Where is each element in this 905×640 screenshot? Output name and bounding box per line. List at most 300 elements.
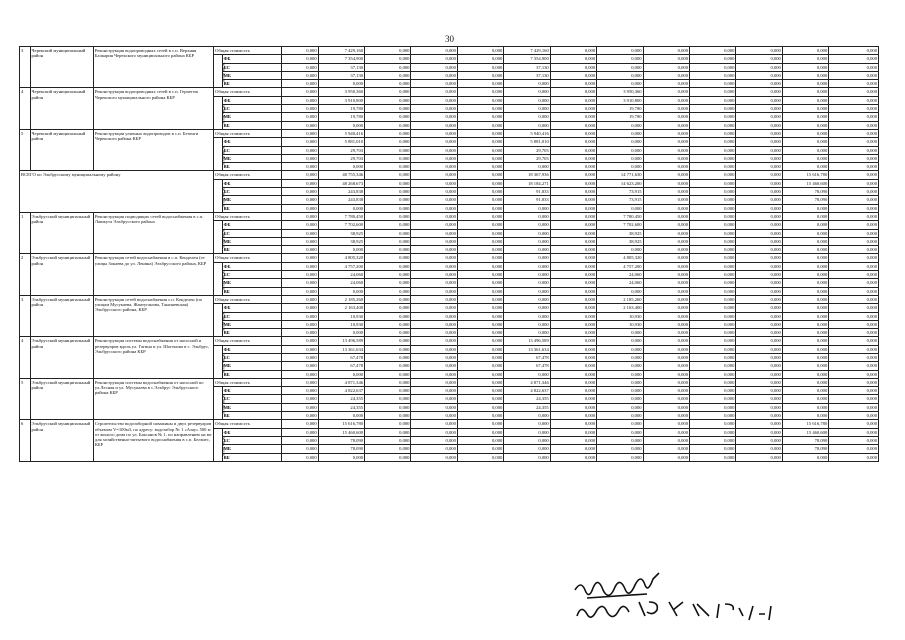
value-cell: 0,000 bbox=[411, 428, 457, 436]
value-cell: 0,000 bbox=[736, 105, 782, 113]
value-cell: 0,000 bbox=[690, 312, 736, 320]
value-cell: 0,000 bbox=[597, 121, 643, 129]
value-cell: 0,000 bbox=[504, 212, 550, 220]
value-cell: 0,000 bbox=[736, 395, 782, 403]
value-cell: 78,090 bbox=[782, 436, 828, 444]
value-cell: 0,000 bbox=[318, 246, 364, 254]
value-cell: 18 184,271 bbox=[504, 179, 550, 187]
value-cell: 0,000 bbox=[690, 304, 736, 312]
value-cell: 0,000 bbox=[690, 436, 736, 444]
value-cell: 0,000 bbox=[597, 428, 643, 436]
value-cell: 0,000 bbox=[281, 47, 318, 55]
value-cell: 0,000 bbox=[643, 329, 689, 337]
value-cell: 0,000 bbox=[411, 96, 457, 104]
value-cell: 0,000 bbox=[411, 445, 457, 453]
value-cell: 0,000 bbox=[365, 80, 411, 88]
district-name: Черекский муниципальный район bbox=[30, 47, 93, 88]
value-cell: 0,000 bbox=[736, 96, 782, 104]
value-cell: 0,000 bbox=[690, 403, 736, 411]
value-cell: 0,000 bbox=[597, 138, 643, 146]
value-cell: 19,780 bbox=[318, 113, 364, 121]
value-cell: 0,000 bbox=[457, 329, 503, 337]
value-cell: 0,000 bbox=[690, 71, 736, 79]
value-cell: 0,000 bbox=[457, 196, 503, 204]
value-cell: 78,090 bbox=[782, 188, 828, 196]
value-cell: 13 361,634 bbox=[504, 345, 550, 353]
value-cell: 0,000 bbox=[365, 204, 411, 212]
project-row bbox=[20, 378, 879, 386]
total-cost-label: Общая стоимость bbox=[214, 378, 282, 386]
value-cell: 0,000 bbox=[411, 353, 457, 361]
value-cell: 0,000 bbox=[457, 105, 503, 113]
value-cell: 0,000 bbox=[318, 287, 364, 295]
funding-source: ФБ bbox=[222, 221, 281, 229]
value-cell: 0,000 bbox=[281, 154, 318, 162]
value-cell: 0,000 bbox=[504, 96, 550, 104]
value-cell: 0,000 bbox=[318, 412, 364, 420]
value-cell: 4 805,320 bbox=[318, 254, 364, 262]
value-cell: 0,000 bbox=[829, 378, 879, 386]
value-cell: 0,000 bbox=[504, 436, 550, 444]
value-cell: 0,000 bbox=[643, 445, 689, 453]
value-cell: 0,000 bbox=[597, 445, 643, 453]
value-cell: 0,000 bbox=[736, 179, 782, 187]
project-row bbox=[20, 420, 879, 428]
value-cell: 0,000 bbox=[365, 262, 411, 270]
value-cell: 0,000 bbox=[782, 105, 828, 113]
value-cell: 0,000 bbox=[411, 105, 457, 113]
value-cell: 0,000 bbox=[829, 420, 879, 428]
value-cell: 0,000 bbox=[504, 229, 550, 237]
value-cell: 0,000 bbox=[690, 221, 736, 229]
value-cell: 0,000 bbox=[829, 47, 879, 55]
value-cell: 0,000 bbox=[597, 55, 643, 63]
value-cell: 0,000 bbox=[829, 337, 879, 345]
value-cell: 0,000 bbox=[457, 295, 503, 303]
value-cell: 0,000 bbox=[736, 71, 782, 79]
value-cell: 0,000 bbox=[281, 80, 318, 88]
value-cell: 0,000 bbox=[643, 362, 689, 370]
value-cell: 0,000 bbox=[643, 353, 689, 361]
value-cell: 0,000 bbox=[690, 63, 736, 71]
budget-table-body bbox=[20, 47, 879, 462]
value-cell: 0,000 bbox=[411, 378, 457, 386]
value-cell: 243,838 bbox=[318, 196, 364, 204]
value-cell: 0,000 bbox=[690, 196, 736, 204]
value-cell: 0,000 bbox=[736, 445, 782, 453]
value-cell: 0,000 bbox=[643, 320, 689, 328]
funding-source: БС bbox=[222, 395, 281, 403]
value-cell: 2 163,400 bbox=[318, 304, 364, 312]
value-cell: 0,000 bbox=[411, 129, 457, 137]
value-cell: 0,000 bbox=[597, 329, 643, 337]
value-cell: 0,000 bbox=[457, 337, 503, 345]
value-cell: 0,000 bbox=[457, 279, 503, 287]
funding-source: ВБ bbox=[222, 329, 281, 337]
value-cell: 0,000 bbox=[411, 212, 457, 220]
value-cell: 0,000 bbox=[690, 271, 736, 279]
value-cell: 0,000 bbox=[365, 229, 411, 237]
value-cell: 0,000 bbox=[690, 179, 736, 187]
value-cell: 0,000 bbox=[690, 345, 736, 353]
value-cell: 7 702,600 bbox=[318, 221, 364, 229]
value-cell: 0,000 bbox=[643, 171, 689, 179]
value-cell: 0,000 bbox=[597, 80, 643, 88]
value-cell: 0,000 bbox=[281, 105, 318, 113]
value-cell: 0,000 bbox=[365, 163, 411, 171]
value-cell: 29,703 bbox=[504, 146, 550, 154]
row-number: 6 bbox=[20, 420, 31, 461]
value-cell: 0,000 bbox=[457, 262, 503, 270]
value-cell: 0,000 bbox=[736, 295, 782, 303]
value-cell: 0,000 bbox=[829, 71, 879, 79]
value-cell: 0,000 bbox=[281, 96, 318, 104]
value-cell: 24,060 bbox=[318, 271, 364, 279]
value-cell: 0,000 bbox=[643, 237, 689, 245]
value-cell: 0,000 bbox=[550, 188, 596, 196]
value-cell: 0,000 bbox=[365, 221, 411, 229]
project-name: Строительство водозаборной скважины и двух резервуаров объемом V=100м3, по адресу: водозабор № 1 «Азау» 500 м от жилого дома по ул. Баксанов № 1, по направлению на юг для хозяйственно-питьевого водоснабжения в с.п. Бельчес, КБР bbox=[93, 420, 213, 461]
value-cell: 0,000 bbox=[457, 271, 503, 279]
value-cell: 0,000 bbox=[457, 221, 503, 229]
value-cell: 0,000 bbox=[643, 121, 689, 129]
value-cell: 0,000 bbox=[411, 436, 457, 444]
value-cell: 0,000 bbox=[550, 362, 596, 370]
value-cell: 0,000 bbox=[411, 221, 457, 229]
value-cell: 38,925 bbox=[318, 237, 364, 245]
value-cell: 0,000 bbox=[690, 445, 736, 453]
value-cell: 0,000 bbox=[643, 179, 689, 187]
value-cell: 0,000 bbox=[690, 105, 736, 113]
value-cell: 0,000 bbox=[504, 279, 550, 287]
value-cell: 0,000 bbox=[736, 453, 782, 461]
value-cell: 0,000 bbox=[690, 188, 736, 196]
value-cell: 0,000 bbox=[318, 204, 364, 212]
funding-source: ВБ bbox=[222, 287, 281, 295]
value-cell: 37,130 bbox=[504, 63, 550, 71]
value-cell: 0,000 bbox=[550, 55, 596, 63]
value-cell: 0,000 bbox=[411, 121, 457, 129]
value-cell: 0,000 bbox=[829, 204, 879, 212]
value-cell: 0,000 bbox=[457, 362, 503, 370]
value-cell: 0,000 bbox=[829, 362, 879, 370]
value-cell: 18 367,936 bbox=[504, 171, 550, 179]
value-cell: 0,000 bbox=[281, 146, 318, 154]
including-label-text: в том числе: bbox=[221, 227, 226, 248]
value-cell: 0,000 bbox=[597, 345, 643, 353]
value-cell: 0,000 bbox=[457, 237, 503, 245]
value-cell: 0,000 bbox=[736, 246, 782, 254]
total-cost-label: Общая стоимость bbox=[214, 129, 282, 137]
value-cell: 0,000 bbox=[281, 204, 318, 212]
funding-source: ФБ bbox=[222, 138, 281, 146]
value-cell: 0,000 bbox=[281, 71, 318, 79]
value-cell: 3 910,800 bbox=[318, 96, 364, 104]
value-cell: 0,000 bbox=[829, 196, 879, 204]
value-cell: 14 771,630 bbox=[597, 171, 643, 179]
value-cell: 91,833 bbox=[504, 188, 550, 196]
value-cell: 0,000 bbox=[782, 221, 828, 229]
funding-source: МБ bbox=[222, 362, 281, 370]
value-cell: 0,000 bbox=[550, 370, 596, 378]
value-cell: 0,000 bbox=[829, 295, 879, 303]
value-cell: 0,000 bbox=[457, 287, 503, 295]
value-cell: 0,000 bbox=[411, 171, 457, 179]
value-cell: 0,000 bbox=[457, 71, 503, 79]
value-cell: 0,000 bbox=[457, 254, 503, 262]
value-cell: 0,000 bbox=[782, 129, 828, 137]
including-label-text: в том числе: bbox=[221, 393, 226, 414]
value-cell: 0,000 bbox=[281, 428, 318, 436]
value-cell: 3 950,360 bbox=[318, 88, 364, 96]
row-number: 4 bbox=[20, 88, 31, 129]
value-cell: 10,930 bbox=[318, 312, 364, 320]
value-cell: 0,000 bbox=[318, 121, 364, 129]
value-cell: 0,000 bbox=[504, 295, 550, 303]
value-cell: 2 185,260 bbox=[597, 295, 643, 303]
value-cell: 0,000 bbox=[504, 237, 550, 245]
value-cell: 0,000 bbox=[550, 96, 596, 104]
value-cell: 15 460,600 bbox=[318, 428, 364, 436]
value-cell: 13 361,634 bbox=[318, 345, 364, 353]
value-cell: 0,000 bbox=[690, 337, 736, 345]
value-cell: 0,000 bbox=[643, 88, 689, 96]
value-cell: 0,000 bbox=[281, 403, 318, 411]
value-cell: 0,000 bbox=[690, 163, 736, 171]
value-cell: 15 616,780 bbox=[318, 420, 364, 428]
value-cell: 0,000 bbox=[782, 412, 828, 420]
value-cell: 0,000 bbox=[736, 221, 782, 229]
value-cell: 0,000 bbox=[643, 71, 689, 79]
value-cell: 0,000 bbox=[597, 370, 643, 378]
value-cell: 0,000 bbox=[281, 88, 318, 96]
value-cell: 0,000 bbox=[690, 295, 736, 303]
value-cell: 0,000 bbox=[504, 412, 550, 420]
value-cell: 0,000 bbox=[281, 387, 318, 395]
value-cell: 0,000 bbox=[690, 262, 736, 270]
value-cell: 0,000 bbox=[690, 378, 736, 386]
value-cell: 0,000 bbox=[782, 47, 828, 55]
value-cell: 0,000 bbox=[643, 345, 689, 353]
value-cell: 10,930 bbox=[597, 320, 643, 328]
value-cell: 0,000 bbox=[690, 453, 736, 461]
value-cell: 0,000 bbox=[643, 412, 689, 420]
value-cell: 0,000 bbox=[365, 329, 411, 337]
value-cell: 0,000 bbox=[365, 345, 411, 353]
funding-source: МБ bbox=[222, 320, 281, 328]
value-cell: 0,000 bbox=[411, 312, 457, 320]
value-cell: 0,000 bbox=[281, 304, 318, 312]
value-cell: 0,000 bbox=[550, 80, 596, 88]
value-cell: 0,000 bbox=[504, 246, 550, 254]
value-cell: 0,000 bbox=[457, 179, 503, 187]
value-cell: 0,000 bbox=[550, 47, 596, 55]
funding-source: ВБ bbox=[222, 204, 281, 212]
value-cell: 0,000 bbox=[736, 370, 782, 378]
value-cell: 29,703 bbox=[318, 146, 364, 154]
value-cell: 7 780,450 bbox=[597, 212, 643, 220]
value-cell: 0,000 bbox=[736, 188, 782, 196]
value-cell: 78,090 bbox=[782, 196, 828, 204]
funding-source: ВБ bbox=[222, 121, 281, 129]
total-cost-label: Общая стоимость bbox=[214, 171, 282, 179]
value-cell: 0,000 bbox=[365, 445, 411, 453]
value-cell: 0,000 bbox=[829, 353, 879, 361]
including-label bbox=[214, 428, 226, 461]
value-cell: 0,000 bbox=[550, 403, 596, 411]
funding-source: БС bbox=[222, 146, 281, 154]
value-cell: 0,000 bbox=[550, 237, 596, 245]
value-cell: 0,000 bbox=[690, 420, 736, 428]
value-cell: 0,000 bbox=[782, 96, 828, 104]
value-cell: 0,000 bbox=[829, 88, 879, 96]
value-cell: 0,000 bbox=[782, 370, 828, 378]
value-cell: 0,000 bbox=[550, 287, 596, 295]
value-cell: 0,000 bbox=[411, 412, 457, 420]
value-cell: 0,000 bbox=[365, 295, 411, 303]
value-cell: 0,000 bbox=[411, 146, 457, 154]
value-cell: 5 881,010 bbox=[504, 138, 550, 146]
value-cell: 0,000 bbox=[643, 304, 689, 312]
value-cell: 0,000 bbox=[457, 246, 503, 254]
value-cell: 0,000 bbox=[550, 279, 596, 287]
including-label-text: в том числе: bbox=[221, 103, 226, 124]
value-cell: 0,000 bbox=[597, 436, 643, 444]
funding-source: МБ bbox=[222, 403, 281, 411]
value-cell: 0,000 bbox=[281, 279, 318, 287]
value-cell: 0,000 bbox=[829, 146, 879, 154]
including-label bbox=[214, 96, 226, 129]
including-label-text: в том числе: bbox=[221, 144, 226, 165]
value-cell: 0,000 bbox=[829, 171, 879, 179]
value-cell: 0,000 bbox=[365, 320, 411, 328]
value-cell: 0,000 bbox=[829, 80, 879, 88]
value-cell: 0,000 bbox=[643, 163, 689, 171]
value-cell: 0,000 bbox=[829, 387, 879, 395]
total-cost-label: Общая стоимость bbox=[214, 295, 282, 303]
value-cell: 48 268,673 bbox=[318, 179, 364, 187]
value-cell: 0,000 bbox=[550, 345, 596, 353]
including-label-text: в том числе: bbox=[221, 310, 226, 331]
including-label bbox=[214, 55, 226, 88]
value-cell: 0,000 bbox=[736, 146, 782, 154]
value-cell: 0,000 bbox=[281, 63, 318, 71]
value-cell: 0,000 bbox=[411, 362, 457, 370]
value-cell: 0,000 bbox=[782, 295, 828, 303]
value-cell: 0,000 bbox=[411, 246, 457, 254]
value-cell: 0,000 bbox=[550, 154, 596, 162]
value-cell: 13 496,589 bbox=[318, 337, 364, 345]
project-name: Реконструкция сетей водоснабжения с.п. Кенделен (по улицам Мусукаева, Жантуганова, Танашевская) Эльбрусского района, КБР bbox=[93, 295, 213, 336]
row-number: 4 bbox=[20, 337, 31, 378]
value-cell: 0,000 bbox=[690, 279, 736, 287]
value-cell: 0,000 bbox=[457, 353, 503, 361]
funding-source: ВБ bbox=[222, 453, 281, 461]
funding-source: МБ bbox=[222, 445, 281, 453]
value-cell: 0,000 bbox=[411, 237, 457, 245]
funding-source: ВБ bbox=[222, 370, 281, 378]
value-cell: 24,355 bbox=[504, 403, 550, 411]
value-cell: 0,000 bbox=[643, 212, 689, 220]
value-cell: 0,000 bbox=[411, 88, 457, 96]
value-cell: 0,000 bbox=[736, 271, 782, 279]
value-cell: 0,000 bbox=[597, 154, 643, 162]
value-cell: 5 881,010 bbox=[318, 138, 364, 146]
value-cell: 0,000 bbox=[736, 262, 782, 270]
value-cell: 0,000 bbox=[365, 287, 411, 295]
value-cell: 67,478 bbox=[504, 353, 550, 361]
value-cell: 0,000 bbox=[411, 63, 457, 71]
value-cell: 0,000 bbox=[736, 154, 782, 162]
value-cell: 0,000 bbox=[281, 445, 318, 453]
value-cell: 0,000 bbox=[736, 329, 782, 337]
value-cell: 0,000 bbox=[281, 453, 318, 461]
value-cell: 0,000 bbox=[643, 337, 689, 345]
value-cell: 0,000 bbox=[504, 271, 550, 279]
value-cell: 24,060 bbox=[318, 279, 364, 287]
value-cell: 0,000 bbox=[643, 154, 689, 162]
value-cell: 0,000 bbox=[550, 113, 596, 121]
value-cell: 0,000 bbox=[504, 262, 550, 270]
value-cell: 0,000 bbox=[411, 271, 457, 279]
value-cell: 0,000 bbox=[690, 395, 736, 403]
value-cell: 0,000 bbox=[457, 212, 503, 220]
value-cell: 0,000 bbox=[504, 113, 550, 121]
value-cell: 0,000 bbox=[597, 47, 643, 55]
value-cell: 0,000 bbox=[550, 71, 596, 79]
value-cell: 0,000 bbox=[597, 387, 643, 395]
value-cell: 0,000 bbox=[365, 171, 411, 179]
value-cell: 0,000 bbox=[782, 154, 828, 162]
value-cell: 0,000 bbox=[457, 146, 503, 154]
value-cell: 0,000 bbox=[643, 312, 689, 320]
value-cell: 0,000 bbox=[643, 113, 689, 121]
value-cell: 0,000 bbox=[829, 188, 879, 196]
value-cell: 48 755,346 bbox=[318, 171, 364, 179]
value-cell: 0,000 bbox=[365, 353, 411, 361]
value-cell: 0,000 bbox=[690, 329, 736, 337]
funding-source: ФБ bbox=[222, 55, 281, 63]
funding-source: БС bbox=[222, 229, 281, 237]
value-cell: 0,000 bbox=[643, 262, 689, 270]
value-cell: 0,000 bbox=[782, 387, 828, 395]
value-cell: 0,000 bbox=[281, 312, 318, 320]
value-cell: 0,000 bbox=[411, 420, 457, 428]
value-cell: 0,000 bbox=[281, 129, 318, 137]
value-cell: 0,000 bbox=[643, 387, 689, 395]
value-cell: 0,000 bbox=[318, 80, 364, 88]
value-cell: 0,000 bbox=[736, 387, 782, 395]
value-cell: 0,000 bbox=[504, 304, 550, 312]
funding-source: ФБ bbox=[222, 387, 281, 395]
value-cell: 7 429,160 bbox=[504, 47, 550, 55]
including-label bbox=[214, 345, 226, 378]
row-number: 2 bbox=[20, 254, 31, 295]
value-cell: 0,000 bbox=[643, 295, 689, 303]
value-cell: 0,000 bbox=[457, 304, 503, 312]
value-cell: 0,000 bbox=[411, 47, 457, 55]
funding-source: БС bbox=[222, 436, 281, 444]
value-cell: 0,000 bbox=[365, 55, 411, 63]
value-cell: 0,000 bbox=[411, 320, 457, 328]
value-cell: 73,915 bbox=[597, 188, 643, 196]
value-cell: 0,000 bbox=[365, 420, 411, 428]
value-cell: 0,000 bbox=[411, 453, 457, 461]
value-cell: 0,000 bbox=[829, 105, 879, 113]
value-cell: 0,000 bbox=[690, 88, 736, 96]
value-cell: 0,000 bbox=[281, 353, 318, 361]
value-cell: 0,000 bbox=[281, 395, 318, 403]
